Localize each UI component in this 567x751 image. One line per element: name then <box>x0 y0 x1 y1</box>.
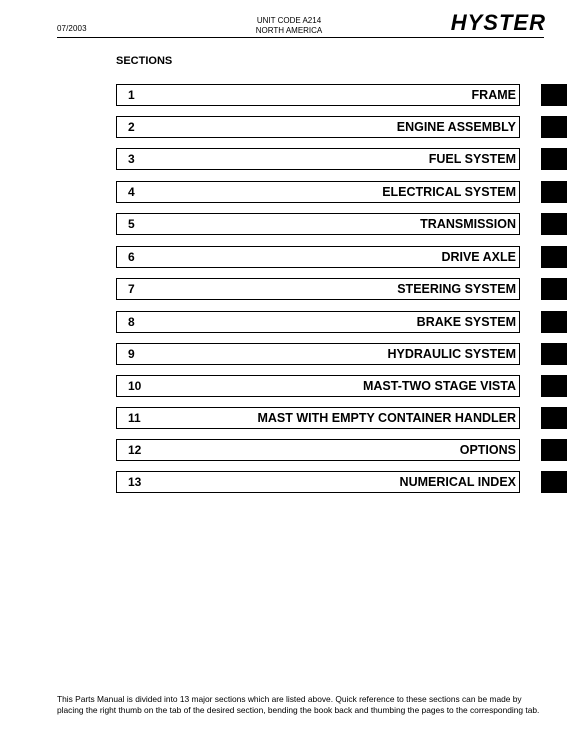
section-title: STEERING SYSTEM <box>397 282 516 296</box>
section-row-13[interactable] <box>116 471 520 493</box>
section-number: 6 <box>128 250 135 264</box>
section-number: 4 <box>128 185 135 199</box>
section-row-4[interactable] <box>116 181 520 203</box>
section-row-5[interactable] <box>116 213 520 235</box>
section-title: MAST WITH EMPTY CONTAINER HANDLER <box>257 411 516 425</box>
section-tab-4[interactable] <box>541 181 567 203</box>
section-tab-10[interactable] <box>541 375 567 397</box>
section-row-2[interactable] <box>116 116 520 138</box>
section-tab-6[interactable] <box>541 246 567 268</box>
unit-code-block <box>229 16 349 35</box>
section-number: 7 <box>128 282 135 296</box>
section-title: TRANSMISSION <box>420 217 516 231</box>
section-number: 2 <box>128 120 135 134</box>
section-row-8[interactable] <box>116 311 520 333</box>
section-row-9[interactable] <box>116 343 520 365</box>
section-tab-3[interactable] <box>541 148 567 170</box>
section-number: 1 <box>128 88 135 102</box>
date-label: 07/2003 <box>57 24 87 33</box>
section-row-1[interactable] <box>116 84 520 106</box>
section-number: 11 <box>128 411 141 425</box>
section-title: ENGINE ASSEMBLY <box>396 120 516 134</box>
section-tab-11[interactable] <box>541 407 567 429</box>
hyster-logo: HYSTER <box>450 10 546 35</box>
section-title: BRAKE SYSTEM <box>416 315 516 329</box>
section-title: FRAME <box>471 88 516 102</box>
section-title: OPTIONS <box>459 443 516 457</box>
section-title: NUMERICAL INDEX <box>399 475 516 489</box>
section-tab-2[interactable] <box>541 116 567 138</box>
sections-heading: SECTIONS <box>116 55 173 67</box>
section-number: 12 <box>128 443 142 457</box>
section-row-11[interactable] <box>116 407 520 429</box>
section-title: FUEL SYSTEM <box>428 152 516 166</box>
section-row-6[interactable] <box>116 246 520 268</box>
section-title: HYDRAULIC SYSTEM <box>387 347 516 361</box>
header-rule <box>57 37 544 38</box>
section-number: 10 <box>128 379 142 393</box>
section-number: 5 <box>128 217 135 231</box>
section-title: DRIVE AXLE <box>441 250 516 264</box>
section-number: 13 <box>128 475 142 489</box>
section-title: ELECTRICAL SYSTEM <box>382 185 516 199</box>
section-tab-12[interactable] <box>541 439 567 461</box>
section-tab-8[interactable] <box>541 311 567 333</box>
section-row-10[interactable] <box>116 375 520 397</box>
section-number: 3 <box>128 152 135 166</box>
section-title: MAST-TWO STAGE VISTA <box>362 379 516 393</box>
region-label: NORTH AMERICA <box>255 25 323 35</box>
section-tab-13[interactable] <box>541 471 567 493</box>
unit-code: UNIT CODE A214 <box>256 16 322 25</box>
section-tab-5[interactable] <box>541 213 567 235</box>
section-tab-1[interactable] <box>541 84 567 106</box>
section-row-7[interactable] <box>116 278 520 300</box>
section-row-12[interactable] <box>116 439 520 461</box>
section-tab-7[interactable] <box>541 278 567 300</box>
section-tab-9[interactable] <box>541 343 567 365</box>
section-number: 9 <box>128 347 135 361</box>
footer-note: This Parts Manual is divided into 13 major sections which are listed above. Quick reference to these sections can be made by placing the right thumb on the tab of the desired section, bending the book back and thumbing the pages to the corresponding tab. <box>57 694 540 716</box>
section-number: 8 <box>128 315 135 329</box>
section-row-3[interactable] <box>116 148 520 170</box>
